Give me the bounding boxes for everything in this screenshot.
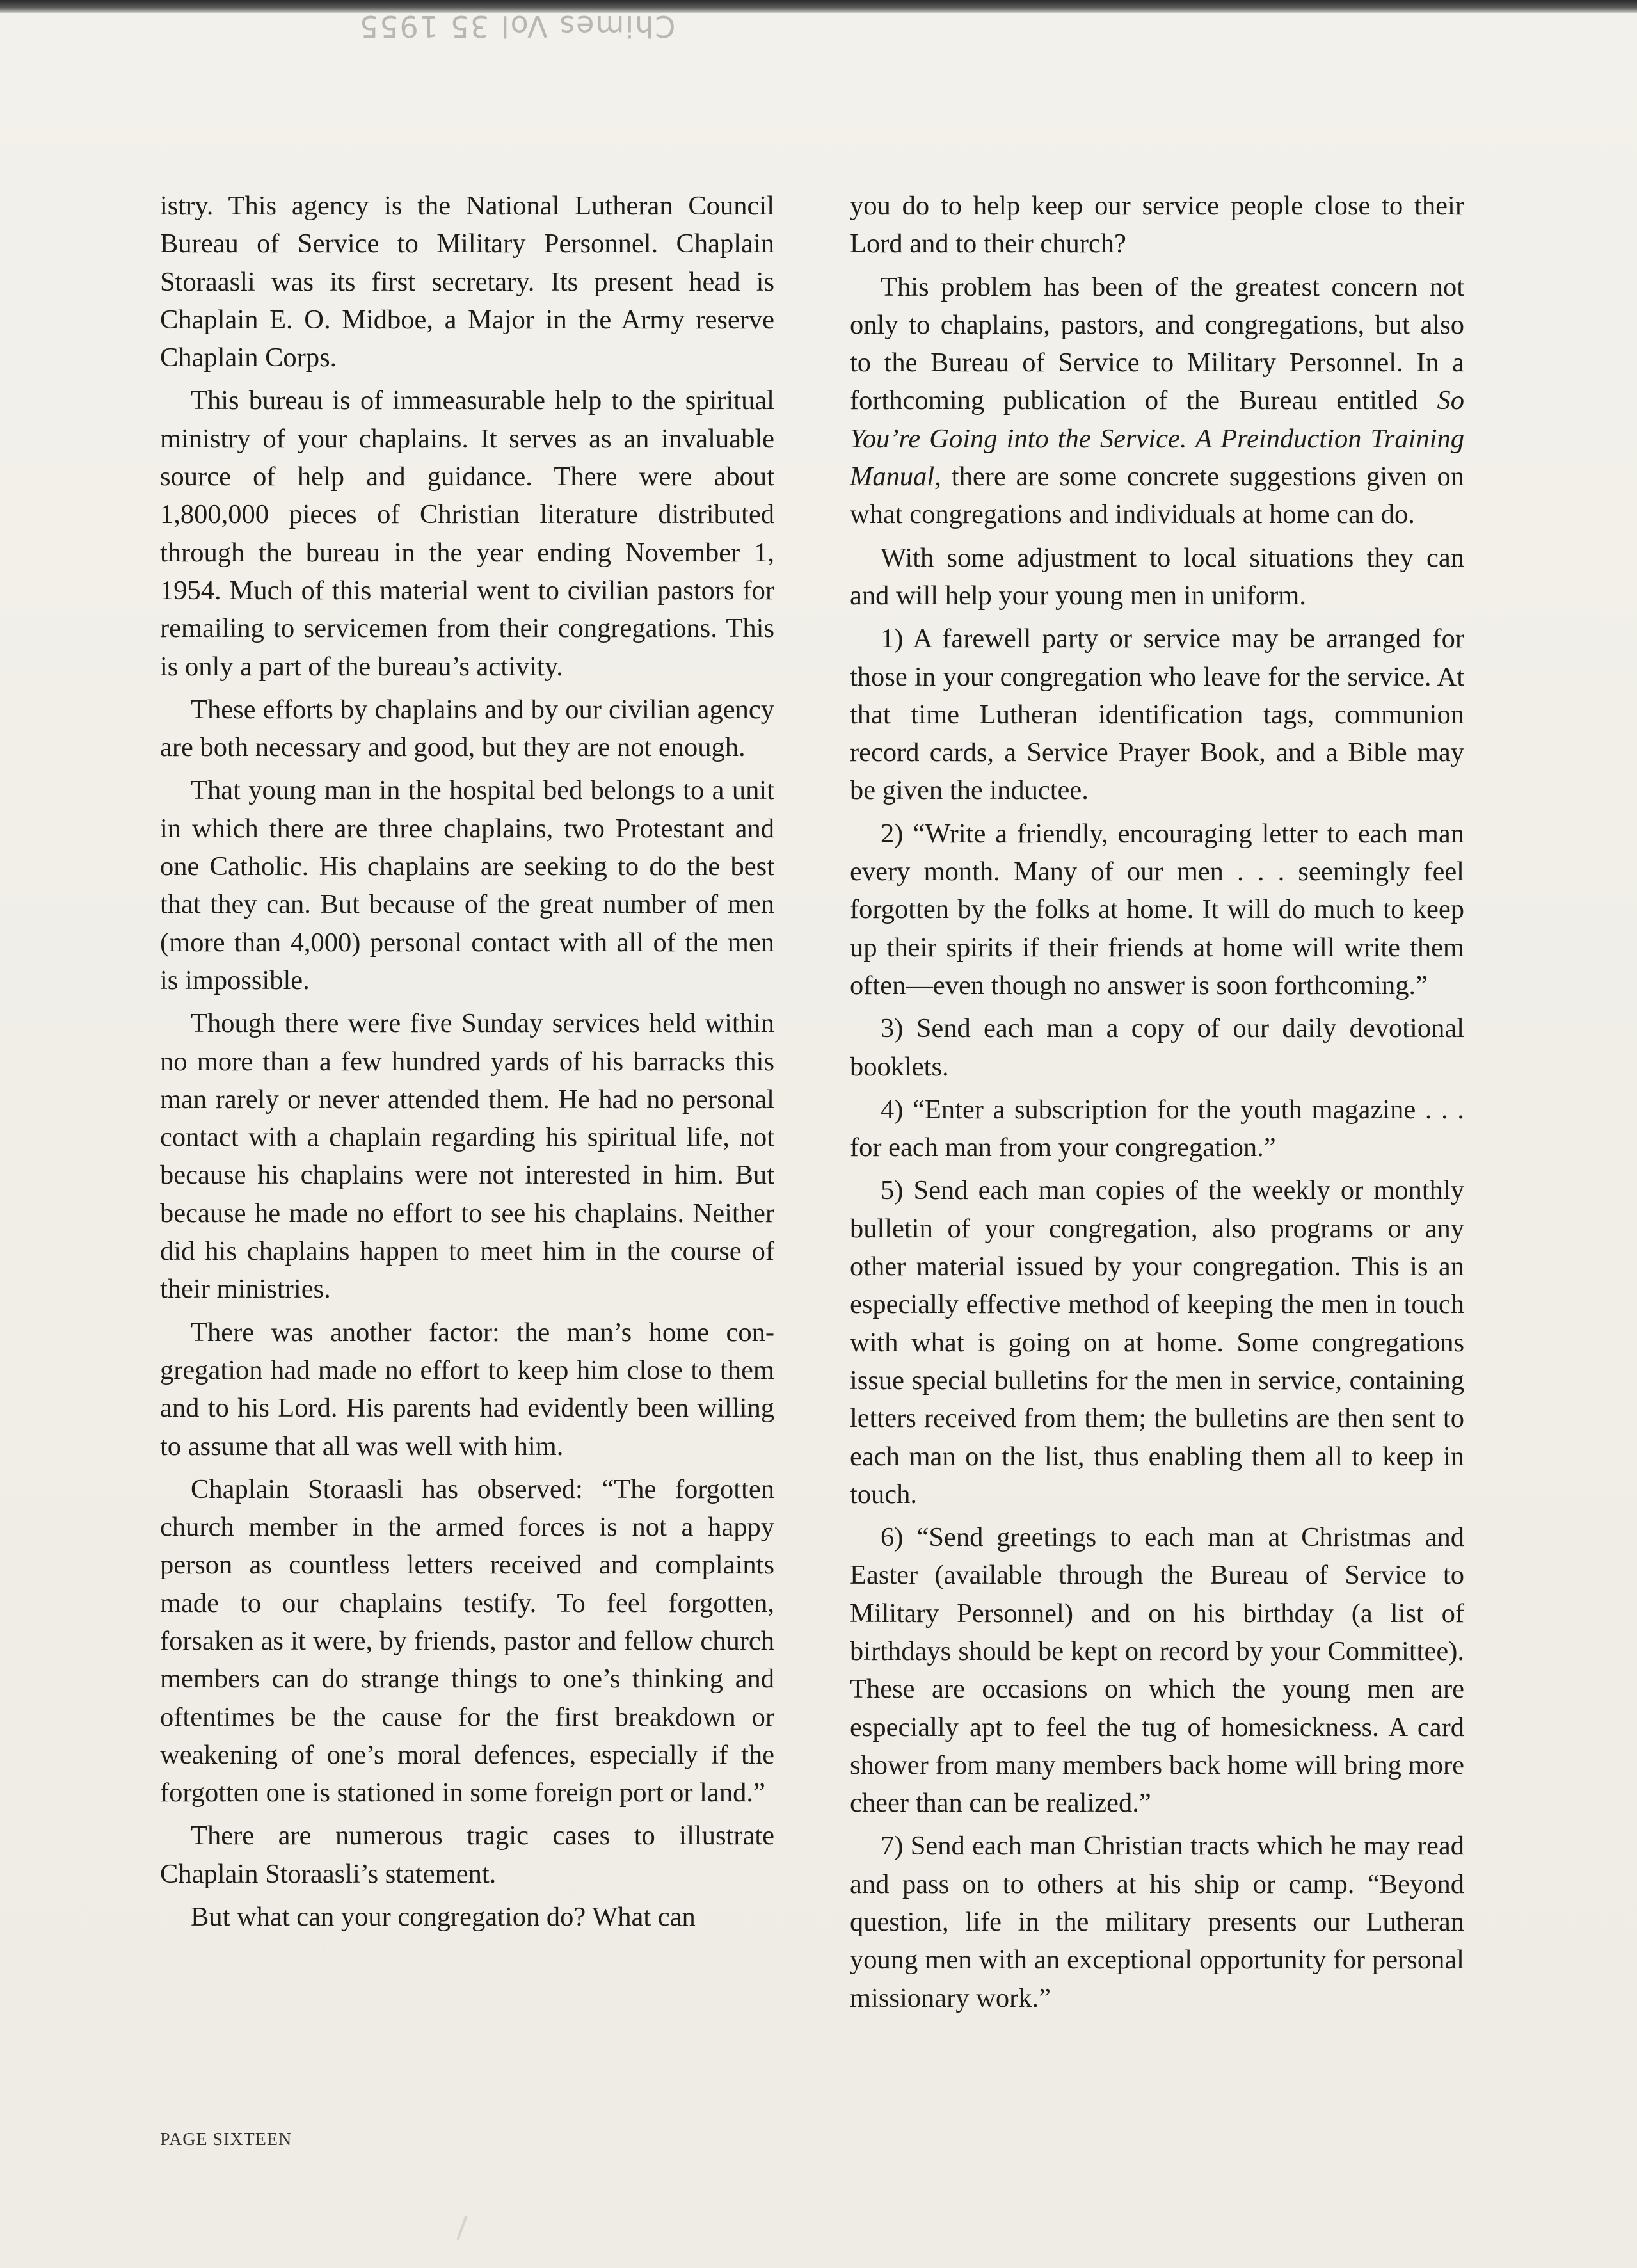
- paragraph: But what can your congregation do? What can: [191, 1902, 696, 1933]
- paragraph: These efforts by chaplains and by our civilian agency are both necessary and good, but they are not enough.: [160, 694, 774, 763]
- paragraph: With some adjustment to local situations they can and will help your young men in uniform.: [850, 542, 1464, 611]
- list-item: 4) “Enter a subscription for the youth magazine . . . for each man from your congregation.”: [850, 1094, 1464, 1163]
- list-item: 3) Send each man a copy of our daily devotional booklets.: [850, 1013, 1464, 1082]
- page-footer: PAGE SIXTEEN: [160, 2130, 292, 2150]
- scan-top-edge: [0, 0, 1637, 13]
- handwritten-note: Chimes Vol 35 1955: [358, 9, 676, 44]
- list-item: 6) “Send greetings to each man at Christmas and Easter (available through the Bureau of Service to Military Personnel) and on his birthday (a list of birthdays should be kept on record by your Committee). These are occasions on which the young men are especially apt to feel the tug of homesickness. A card shower from many members back home will bring more cheer than can be realized.”: [850, 1522, 1464, 1819]
- list-item: 5) Send each man copies of the weekly or monthly bulletin of your congregation, also programs or any other material issued by your congregation. This is an especially effective method of keeping the men in touch with what is going on at home. Some congregations issue special bulletins for the men in service, containing letters received from them; the bulletins are then sent to each man on the list, thus enabling them all to keep in touch.: [850, 1175, 1464, 1509]
- list-item: 7) Send each man Christian tracts which he may read and pass on to others at his ship or camp. “Beyond question, life in the military presents our Lutheran young men with an exceptional opportunity for personal missionary work.”: [850, 1831, 1464, 2013]
- list-item: 2) “Write a friendly, encouraging letter to each man every month. Many of our men . . . seemingly feel forgotten by the folks at home. It will do much to keep up their spirits if their friends at home will write them often—even though no answer is soon forthcoming.”: [850, 818, 1464, 1001]
- paragraph: [850, 268, 1464, 534]
- paragraph: There are numerous tragic cases to illustrate Chaplain Storaasli’s statement.: [160, 1821, 774, 1889]
- paragraph: There was another factor: the man’s home congregation had made no effort to keep him close to them and to his Lord. His parents had evidently been willing to assume that all was well with him.: [160, 1317, 774, 1461]
- left-column: [160, 187, 774, 1941]
- book-title: So You’re Going into the Service. A Preinduction Training Manual,: [850, 385, 1464, 492]
- right-column: [850, 187, 1464, 2022]
- paragraph: Though there were five Sunday services held within no more than a few hundred yards of his barracks this man rarely or never attended them. He had no personal contact with a chaplain regarding his spiritual life, not because his chaplains were not interested in him. But because he made no effort to see his chaplains. Neither did his chaplains happen to meet him in the course of their ministries.: [160, 1008, 774, 1305]
- paragraph: you do to help keep our service people close to their Lord and to their church?: [850, 191, 1464, 259]
- scan-mark: [456, 2216, 467, 2240]
- paragraph: That young man in the hospital bed belongs to a unit in which there are three chaplains, two Protestant and one Catholic. His chaplains are seeking to do the best that they can. But because of the great number of men (more than 4,000) personal contact with all of the men is impossible.: [160, 775, 774, 995]
- paragraph: This bureau is of immeasurable help to the spiritual ministry of your chaplains. It serves as an invaluable source of help and guidance. There were about 1,800,000 pieces of Christian literature distributed through the bureau in the year ending November 1, 1954. Much of this material went to civilian pastors for remailing to servicemen from their congregations. This is only a part of the bureau’s activity.: [160, 385, 774, 682]
- paragraph: istry. This agency is the National Lutheran Council Bureau of Service to Military Personnel. Chaplain Storaasli was its first secretary. Its present head is Chaplain E. O. Midboe, a Major in the Army reserve Chaplain Corps.: [160, 191, 774, 373]
- paragraph: Chaplain Storaasli has observed: “The forgotten church member in the armed forces is not a happy person as countless letters received and complaints made to our chaplains testify. To feel forgotten, forsaken as it were, by friends, pastor and fellow church members can do strange things to one’s thinking and oftentimes be the cause for the first breakdown or weakening of one’s moral defences, especially if the forgotten one is stationed in some foreign port or land.”: [160, 1474, 774, 1808]
- paragraph-text: there are some concrete suggestions given on what congregations and individuals at home can do.: [850, 462, 1464, 530]
- list-item: 1) A farewell party or service may be arranged for those in your congregation who leave for the service. At that time Lutheran identification tags, communion record cards, a Service Prayer Book, and a Bible may be given the inductee.: [850, 623, 1464, 806]
- paragraph-text: This problem has been of the greatest concern not only to chaplains, pastors, and congregations, but also to the Bureau of Service to Military Personnel. In a forthcoming publication of the Bureau entitled: [850, 271, 1464, 416]
